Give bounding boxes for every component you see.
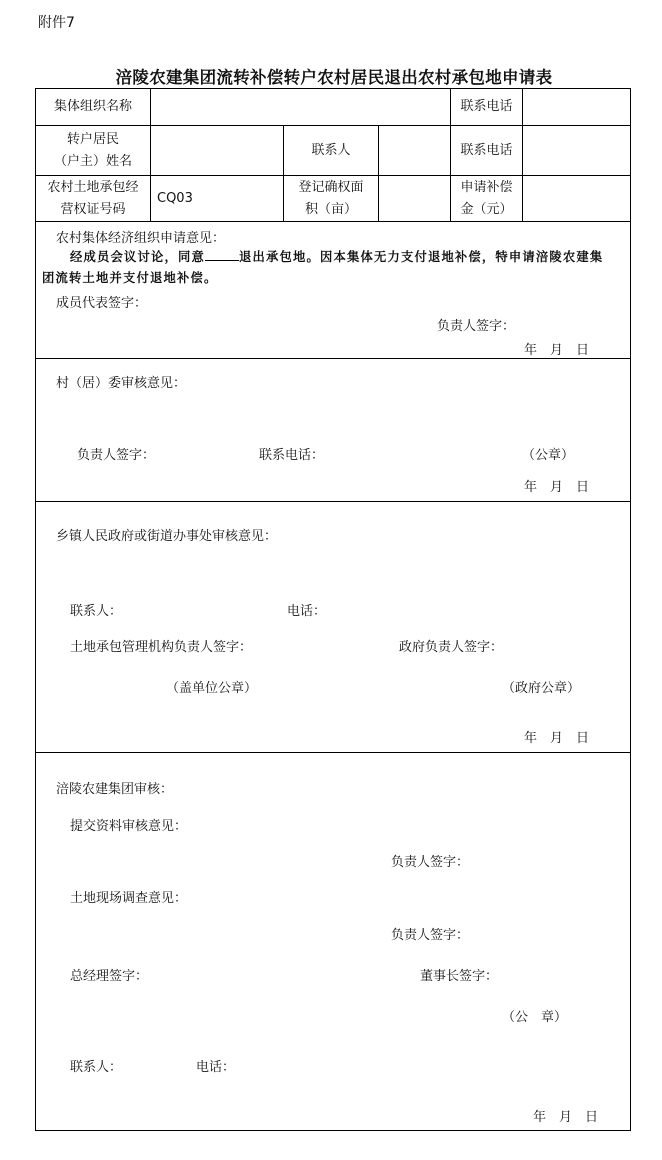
contact-phone-text: 联系电话： <box>259 448 325 463</box>
contact-person-label: 联系人 <box>311 142 351 158</box>
collective-opinion-text-line2: 团流转土地并支付退地补偿。 <box>42 270 218 285</box>
government-seal: （政府公章） <box>502 681 581 696</box>
documents-review-opinion: 提交资料审核意见： <box>70 819 188 834</box>
compensation-field[interactable] <box>523 176 630 221</box>
contract-cert-label: 农村土地承包经 营权证号码 <box>47 179 139 217</box>
section-divider <box>35 358 631 359</box>
collective-opinion-text: 经成员会议讨论，同意 退出承包地。因本集体无力支付退地补偿，特申请涪陵农建集 <box>70 249 604 264</box>
date-line: 年 月 日 <box>533 1110 599 1125</box>
group-review-heading: 涪陵农建集团审核： <box>56 782 174 797</box>
leader-signature: 负责人签字： <box>391 928 470 943</box>
land-management-leader-signature: 土地承包管理机构负责人签字： <box>70 640 253 655</box>
official-seal: （公 章） <box>502 1010 568 1025</box>
official-seal: （公章） <box>522 448 575 463</box>
date-line: 年 月 日 <box>524 480 590 495</box>
township-review-heading: 乡镇人民政府或街道办事处审核意见： <box>56 529 278 544</box>
agreed-party-blank[interactable] <box>205 248 239 261</box>
phone-text: 电话： <box>196 1060 236 1075</box>
registered-area-field[interactable] <box>379 176 450 221</box>
contact-person-text: 联系人： <box>70 1060 123 1075</box>
resident-name-field[interactable] <box>151 126 283 175</box>
date-line: 年 月 日 <box>524 731 590 746</box>
contact-phone-label: 联系电话 <box>460 142 513 158</box>
section-divider <box>35 501 631 502</box>
contract-cert-value: CQ03 <box>157 190 193 206</box>
general-manager-signature: 总经理签字： <box>70 969 149 984</box>
leader-signature: 负责人签字： <box>391 855 470 870</box>
site-survey-opinion: 土地现场调查意见： <box>70 891 188 906</box>
government-leader-signature: 政府负责人签字： <box>399 640 504 655</box>
leader-signature: 负责人签字： <box>77 448 156 463</box>
leader-signature: 负责人签字： <box>437 319 516 334</box>
form-title: 涪陵农建集团流转补偿转户农村居民退出农村承包地申请表 <box>115 68 553 87</box>
resident-name-label: 转户居民 （户主）姓名 <box>53 131 132 169</box>
collective-opinion-heading: 农村集体经济组织申请意见： <box>56 231 226 246</box>
row-divider <box>35 221 631 222</box>
date-line: 年 月 日 <box>524 343 590 358</box>
phone-text: 电话： <box>287 604 327 619</box>
contact-person-text: 联系人： <box>70 604 123 619</box>
contact-person-field[interactable] <box>379 126 450 175</box>
registered-area-label: 登记确权面 积（亩） <box>298 179 364 217</box>
contact-phone-field[interactable] <box>523 126 630 175</box>
contact-phone-field[interactable] <box>523 89 630 125</box>
annex-label: 附件7 <box>38 15 75 31</box>
compensation-label: 申请补偿 金（元） <box>460 179 513 217</box>
collective-org-name-label: 集体组织名称 <box>53 99 132 114</box>
contact-phone-label: 联系电话 <box>460 99 513 114</box>
chairman-signature: 董事长签字： <box>420 969 499 984</box>
section-divider <box>35 752 631 753</box>
contract-cert-field[interactable] <box>151 176 283 221</box>
unit-seal: （盖单位公章） <box>166 681 258 696</box>
collective-org-name-field[interactable] <box>151 89 450 125</box>
member-representative-signature: 成员代表签字： <box>56 296 148 311</box>
village-review-heading: 村（居）委审核意见： <box>56 376 187 391</box>
